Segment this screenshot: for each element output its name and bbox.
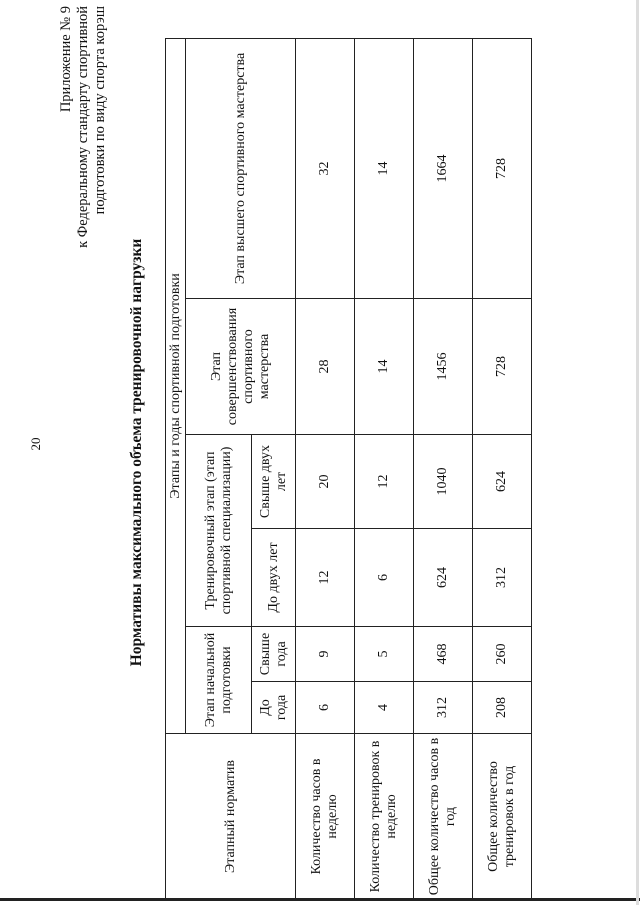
header-over-year: Свыше года — [252, 627, 296, 682]
table-cell: 624 — [473, 435, 532, 529]
table-cell: 20 — [296, 435, 355, 529]
table-cell: 312 — [414, 682, 473, 734]
table-cell: 728 — [473, 299, 532, 435]
header-initial-stage: Этап начальной подготовки — [186, 627, 252, 734]
row-label: Общее количество часов в год — [414, 734, 473, 900]
table-cell: 1664 — [414, 38, 473, 298]
table-row — [355, 38, 414, 899]
table-cell: 624 — [414, 529, 473, 627]
norms-table — [165, 38, 532, 900]
table-cell: 468 — [414, 627, 473, 682]
table-cell: 312 — [473, 529, 532, 627]
table-cell: 4 — [355, 682, 414, 734]
table-cell: 208 — [473, 682, 532, 734]
header-stages-and-years: Этапы и годы спортивной подготовки — [166, 38, 186, 733]
header-training-stage: Тренировочный этап (этап спортивной специализации) — [186, 435, 252, 627]
table-cell: 28 — [296, 299, 355, 435]
row-label: Количество часов в неделю — [296, 734, 355, 900]
table-cell: 6 — [355, 529, 414, 627]
table-cell: 1040 — [414, 435, 473, 529]
header-normative: Этапный норматив — [166, 734, 296, 900]
table-cell: 32 — [296, 38, 355, 298]
table-cell: 1456 — [414, 299, 473, 435]
annex-line-2: к Федеральному стандарту спортивной — [75, 6, 91, 248]
header-row-1 — [166, 38, 186, 899]
table-cell: 14 — [355, 299, 414, 435]
table-cell: 14 — [355, 38, 414, 298]
table-cell: 6 — [296, 682, 355, 734]
table-row — [473, 38, 532, 899]
row-label: Общее количество тренировок в год — [473, 734, 532, 900]
table-cell: 12 — [355, 435, 414, 529]
table-row — [414, 38, 473, 899]
table-cell: 12 — [296, 529, 355, 627]
annex-header — [58, 6, 109, 248]
table-cell: 728 — [473, 38, 532, 298]
header-up-to-year: До года — [252, 682, 296, 734]
table-cell: 5 — [355, 627, 414, 682]
header-over-two-years: Свыше двух лет — [252, 435, 296, 529]
header-improvement-stage: Этап совершенствования спортивного мастерства — [186, 299, 296, 435]
row-label: Количество тренировок в неделю — [355, 734, 414, 900]
annex-line-1: Приложение № 9 — [58, 6, 74, 113]
annex-line-3: подготовки по виду спорта корэш — [92, 6, 108, 215]
document-title: Нормативы максимального объема тренировочной нагрузки — [128, 238, 145, 667]
table-cell: 260 — [473, 627, 532, 682]
header-up-to-two-years: До двух лет — [252, 529, 296, 627]
table-row — [296, 38, 355, 899]
page-number: 20 — [28, 437, 43, 451]
header-higher-stage: Этап высшего спортивного мастерства — [186, 38, 296, 298]
table-cell: 9 — [296, 627, 355, 682]
